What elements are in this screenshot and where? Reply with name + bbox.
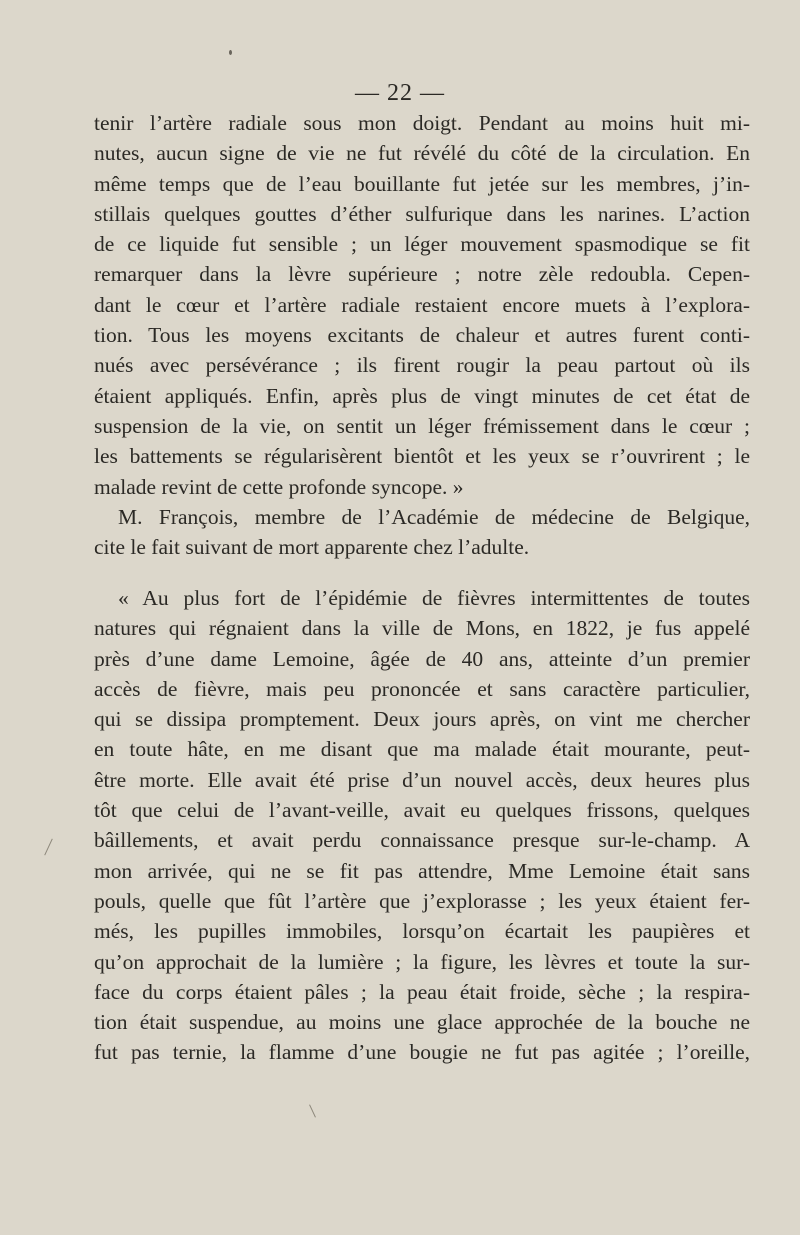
text-line: més, les pupilles immobiles, lorsqu’on écartait les paupières et — [94, 919, 750, 944]
text-line: tion était suspendue, au moins une glace approchée de la bouche ne — [94, 1010, 750, 1035]
text-line: les battements se régularisèrent bientôt et les yeux se r’ouvrirent ; le — [94, 444, 750, 469]
text-line: être morte. Elle avait été prise d’un nouvel accès, deux heures plus — [94, 767, 750, 792]
text-line: cite le fait suivant de mort apparente chez l’adulte. — [94, 535, 530, 560]
text-line: face du corps étaient pâles ; la peau était froide, sèche ; la respira- — [94, 979, 750, 1004]
text-line: suspension de la vie, on sentit un léger frémissement dans le cœur ; — [94, 413, 750, 438]
text-line: même temps que de l’eau bouillante fut jetée sur les membres, j’in- — [94, 171, 750, 196]
text-line: étaient appliqués. Enfin, après plus de vingt minutes de cet état de — [94, 383, 750, 408]
text-line: stillais quelques gouttes d’éther sulfurique dans les narines. L’action — [94, 201, 750, 226]
text-line: nutes, aucun signe de vie ne fut révélé du côté de la circulation. En — [94, 141, 750, 166]
text-line: dant le cœur et l’artère radiale restaient encore muets à l’explora- — [94, 292, 750, 317]
text-line: pouls, quelle que fût l’artère que j’explorasse ; les yeux étaient fer- — [94, 888, 750, 913]
text-line: « Au plus fort de l’épidémie de fièvres intermittentes de toutes — [118, 586, 750, 610]
paper-mark — [309, 1104, 316, 1117]
text-line: près d’une dame Lemoine, âgée de 40 ans, atteinte d’un premier — [94, 646, 750, 671]
paragraph-2 — [94, 502, 750, 563]
text-line: malade revint de cette profonde syncope. » — [94, 474, 464, 499]
text-line: de ce liquide fut sensible ; un léger mouvement spasmodique se fit — [94, 232, 750, 257]
text-line: accès de fièvre, mais peu prononcée et sans caractère particulier, — [94, 676, 750, 701]
paper-mark — [44, 839, 53, 856]
text-line: en toute hâte, en me disant que ma malade était mourante, peut- — [94, 737, 750, 762]
text-line: qu’on approchait de la lumière ; la figure, les lèvres et toute la sur- — [94, 949, 750, 974]
text-line: tion. Tous les moyens excitants de chaleur et autres furent conti- — [94, 323, 750, 348]
paper-speck — [229, 50, 232, 55]
paragraph-3 — [94, 583, 750, 1068]
page-number: — 22 — — [355, 80, 445, 106]
paragraph-1 — [94, 108, 750, 502]
text-line: nués avec persévérance ; ils firent rougir la peau partout où ils — [94, 353, 750, 378]
text-line: tôt que celui de l’avant-veille, avait eu quelques frissons, quelques — [94, 798, 750, 823]
text-line: qui se dissipa promptement. Deux jours après, on vint me chercher — [94, 707, 750, 732]
text-line: M. François, membre de l’Académie de médecine de Belgique, — [118, 505, 750, 529]
text-line: mon arrivée, qui ne se fit pas attendre, Mme Lemoine était sans — [94, 858, 750, 883]
text-line: bâillements, et avait perdu connaissance presque sur-le-champ. A — [94, 828, 750, 853]
text-line: natures qui régnaient dans la ville de Mons, en 1822, je fus appelé — [94, 616, 750, 641]
text-line: tenir l’artère radiale sous mon doigt. Pendant au moins huit mi- — [94, 111, 750, 135]
text-line: remarquer dans la lèvre supérieure ; notre zèle redoubla. Cepen- — [94, 262, 750, 287]
text-line: fut pas ternie, la flamme d’une bougie ne fut pas agitée ; l’oreille, — [94, 1040, 750, 1065]
